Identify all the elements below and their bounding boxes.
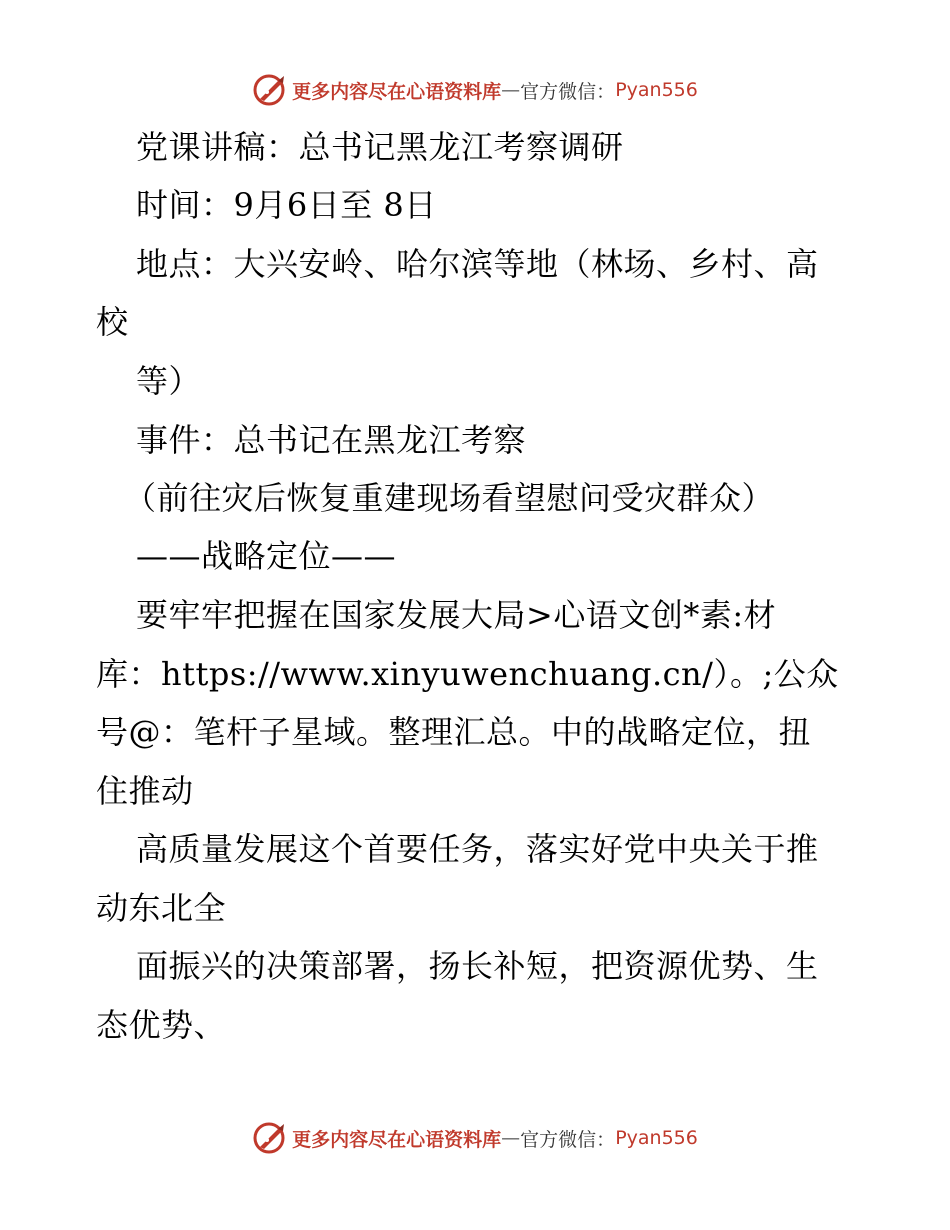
wechat-id: Pyan556: [615, 79, 698, 101]
paragraph-line: 住推动: [96, 772, 194, 810]
footer-watermark: [0, 1118, 950, 1158]
time-line: 时间：9月6日至 8日: [136, 186, 437, 224]
paragraph-line: 号@：笔杆子星域。整理汇总。中的战略定位，扭: [96, 713, 812, 751]
paragraph-line: 面振兴的决策部署，扬长补短，把资源优势、生: [136, 947, 819, 985]
paragraph-line: 库：https://www.xinyuwenchuang.cn/）。;公众: [96, 655, 839, 693]
banner-separator: —: [501, 1127, 521, 1149]
wechat-label: 官方微信：: [520, 80, 616, 103]
location-line-wrap: 校: [96, 303, 129, 341]
quill-logo-icon: [252, 73, 288, 107]
paragraph-line: 高质量发展这个首要任务，落实好党中央关于推: [136, 830, 819, 868]
location-line-end: 等）: [136, 362, 202, 400]
section-heading: ——战略定位——: [136, 537, 397, 575]
event-note-line: （前往灾后恢复重建现场看望慰问受灾群众）: [124, 479, 775, 517]
event-line: 事件：总书记在黑龙江考察: [136, 421, 527, 459]
location-line: 地点：大兴安岭、哈尔滨等地（林场、乡村、高: [136, 245, 819, 283]
paragraph-line: 态优势、: [96, 1006, 227, 1044]
quill-logo-icon: [252, 1121, 288, 1155]
paragraph-line: 动东北全: [96, 889, 227, 927]
wechat-label: 官方微信：: [520, 1128, 616, 1151]
paragraph-line: 要牢牢把握在国家发展大局>心语文创*素:材: [136, 596, 777, 634]
brand-text: 更多内容尽在心语资料库: [292, 1128, 502, 1151]
brand-text: 更多内容尽在心语资料库: [292, 80, 502, 103]
header-watermark: [0, 70, 950, 110]
wechat-id: Pyan556: [615, 1127, 698, 1149]
banner-separator: —: [501, 79, 521, 101]
document-title: 党课讲稿：总书记黑龙江考察调研: [136, 128, 624, 166]
